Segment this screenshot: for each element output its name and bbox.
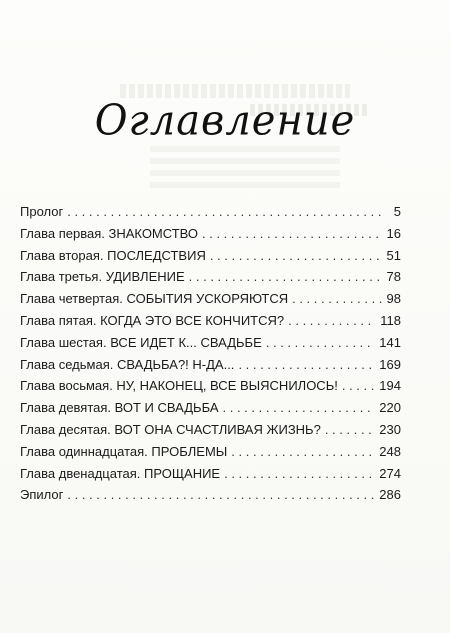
toc-entry-page: 78 — [386, 269, 401, 285]
toc-entry-page: 194 — [379, 378, 401, 394]
toc-entry-label: Глава десятая. ВОТ ОНА СЧАСТЛИВАЯ ЖИЗНЬ? — [20, 421, 321, 437]
dot-leader — [67, 201, 383, 223]
toc-entry-chapter-7 — [20, 354, 401, 376]
toc-entry-chapter-11 — [20, 441, 401, 463]
dot-leader — [325, 419, 375, 441]
toc-entry-label: Глава пятая. КОГДА ЭТО ВСЕ КОНЧИТСЯ? — [20, 312, 285, 328]
toc-entry-chapter-3 — [20, 266, 401, 288]
toc-entry-label: Пролог — [20, 204, 64, 219]
toc-entry-label: Глава одиннадцатая. ПРОБЛЕМЫ — [20, 443, 228, 459]
dot-leader — [288, 310, 376, 332]
toc-entry-label: Глава четвертая. СОБЫТИЯ УСКОРЯЮТСЯ — [20, 291, 289, 307]
toc-entry-chapter-5 — [20, 310, 401, 332]
toc-entry-label: Глава девятая. ВОТ И СВАДЬБА — [20, 400, 219, 416]
dot-leader — [342, 375, 375, 397]
toc-entry-page: 51 — [386, 247, 401, 263]
toc-entry-chapter-10 — [20, 419, 401, 441]
toc-entry-page: 248 — [379, 443, 401, 459]
dot-leader — [67, 484, 375, 506]
dot-leader — [231, 441, 375, 463]
toc-entry-label: Глава восьмая. НУ, НАКОНЕЦ, ВСЕ ВЫЯСНИЛОСЬ! — [20, 378, 338, 394]
toc-entry-page: 230 — [379, 421, 401, 437]
toc-entry-label: Глава седьмая. СВАДЬБА?! Н-ДА... — [20, 356, 235, 372]
table-of-contents — [20, 201, 401, 506]
toc-entry-label: Глава двенадцатая. ПРОЩАНИЕ — [20, 465, 221, 481]
toc-entry-page: 141 — [379, 334, 401, 350]
toc-entry-label: Эпилог — [20, 487, 64, 503]
toc-entry-label: Глава третья. УДИВЛЕНИЕ — [20, 269, 185, 285]
page-title: Оглавление — [94, 96, 356, 146]
toc-entry-prologue — [20, 201, 401, 223]
dot-leader — [266, 332, 376, 354]
toc-entry-epilogue — [20, 484, 401, 506]
dot-leader — [223, 397, 376, 419]
toc-entry-page: 16 — [386, 225, 401, 241]
toc-entry-page: 98 — [386, 291, 401, 307]
toc-entry-chapter-8 — [20, 375, 401, 397]
dot-leader — [189, 266, 383, 288]
toc-entry-page: 220 — [379, 400, 401, 416]
toc-entry-page: 286 — [379, 487, 401, 503]
toc-entry-chapter-9 — [20, 397, 401, 419]
toc-entry-page: 118 — [380, 312, 401, 328]
toc-entry-page: 169 — [379, 356, 401, 372]
dot-leader — [224, 463, 375, 485]
toc-entry-chapter-12 — [20, 463, 401, 485]
dot-leader — [292, 288, 382, 310]
toc-entry-chapter-1 — [20, 223, 401, 245]
toc-entry-label: Глава шестая. ВСЕ ИДЕТ К... СВАДЬБЕ — [20, 334, 262, 350]
dot-leader — [202, 223, 383, 245]
bleed-through-band — [150, 146, 340, 190]
toc-entry-chapter-4 — [20, 288, 401, 310]
dot-leader — [210, 245, 383, 267]
toc-entry-page: 5 — [393, 204, 401, 219]
toc-entry-page: 274 — [379, 465, 401, 481]
toc-entry-label: Глава вторая. ПОСЛЕДСТВИЯ — [20, 247, 206, 263]
toc-entry-label: Глава первая. ЗНАКОМСТВО — [20, 225, 199, 241]
dot-leader — [238, 354, 375, 376]
toc-entry-chapter-6 — [20, 332, 401, 354]
toc-entry-chapter-2 — [20, 245, 401, 267]
